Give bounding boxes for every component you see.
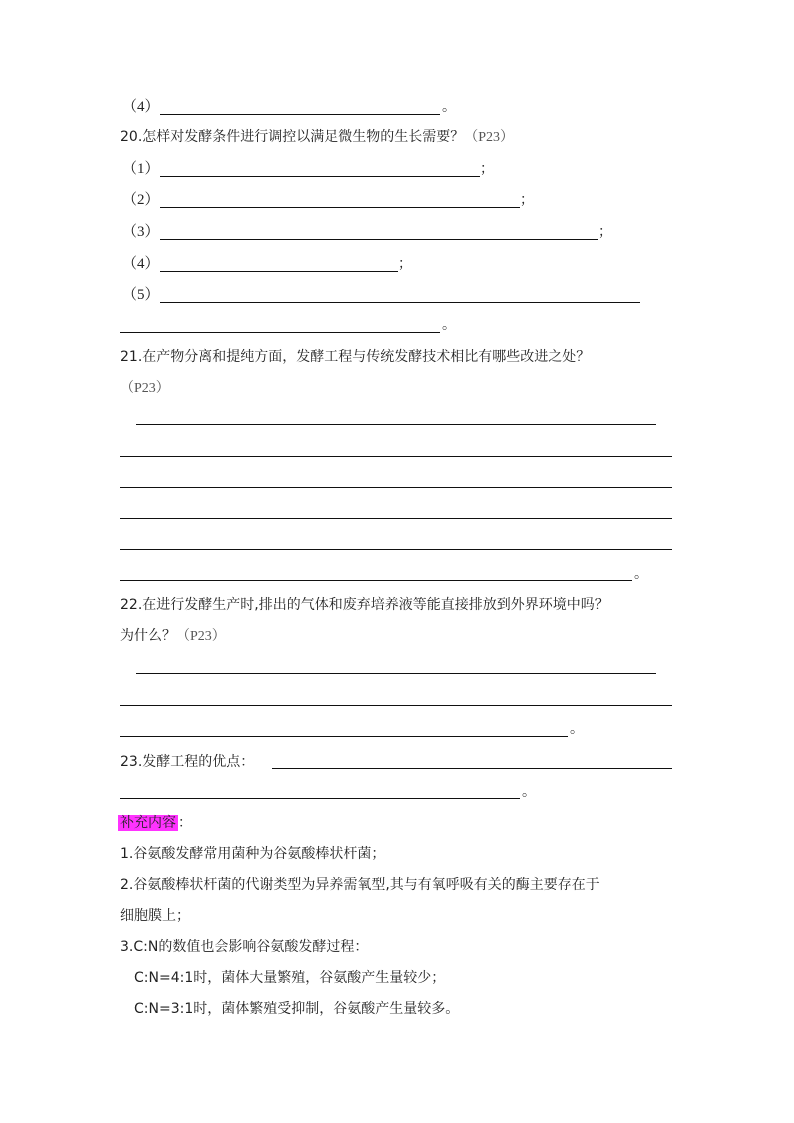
supplement-line-4: 3.C:N的数值也会影响谷氨酸发酵过程：: [120, 939, 369, 955]
q20-question: [120, 126, 514, 148]
q22-question-line2: [120, 625, 226, 647]
supplement-line-3: 细胞膜上；: [120, 908, 190, 924]
q20-item4-label: （4）: [122, 256, 160, 272]
q20-text: 20.怎样对发酵条件进行调控以满足微生物的生长需要？: [120, 129, 465, 145]
q20-item3-label: （3）: [122, 224, 160, 240]
q22-answer-line2[interactable]: [120, 705, 672, 706]
supplement-title: 补充内容: [120, 815, 176, 831]
q21-answer-line5[interactable]: [120, 549, 672, 550]
supplement-heading: [118, 812, 192, 834]
q23-answer-line2[interactable]: [120, 798, 520, 799]
q21-question: 21.在产物分离和提纯方面，发酵工程与传统发酵技术相比有哪些改进之处？: [120, 349, 591, 365]
q22-ref: （P23）: [176, 629, 226, 644]
q20-item3-blank[interactable]: [160, 239, 598, 240]
q21-answer-line4[interactable]: [120, 518, 672, 519]
supplement-line-6: C:N=3:1时，菌体繁殖受抑制，谷氨酸产生量较多。: [134, 1001, 460, 1017]
q22-end: 。: [570, 721, 584, 737]
q20-item5-blank-cont[interactable]: [120, 332, 440, 333]
q22-text2: 为什么？: [120, 628, 176, 644]
q20-item5-blank[interactable]: [160, 302, 640, 303]
q20-item1-blank[interactable]: [160, 176, 480, 177]
supplement-line-2: 2.谷氨酸棒状杆菌的代谢类型为异养需氧型,其与有氧呼吸有关的酶主要存在于: [120, 877, 600, 893]
q22-question: 22.在进行发酵生产时,排出的气体和废弃培养液等能直接排放到外界环境中吗？: [120, 597, 609, 613]
q21-answer-line2[interactable]: [120, 456, 672, 457]
q19-item4-blank[interactable]: [160, 114, 440, 115]
q21-answer-line6[interactable]: [120, 580, 632, 581]
q20-item2-blank[interactable]: [160, 207, 520, 208]
q20-item2-end: ；: [520, 192, 534, 208]
q23-question: 23.发酵工程的优点：: [120, 754, 255, 770]
q21-end: 。: [634, 566, 648, 582]
supplement-line-1: 1.谷氨酸发酵常用菌种为谷氨酸棒状杆菌；: [120, 846, 386, 862]
q22-answer-line3[interactable]: [120, 736, 568, 737]
q20-ref: （P23）: [464, 130, 515, 145]
supplement-line-5: C:N=4:1时，菌体大量繁殖，谷氨酸产生量较少；: [134, 970, 446, 986]
q20-item1-label: （1）: [122, 161, 160, 177]
q20-item2-label: （2）: [122, 192, 160, 208]
supplement-colon: ：: [178, 815, 192, 831]
q22-answer-line1[interactable]: [136, 673, 656, 674]
q19-item4-label: （4）: [122, 99, 160, 115]
q23-end: 。: [522, 784, 536, 800]
q20-item3-end: ；: [598, 224, 612, 240]
q21-ref: （P23）: [120, 381, 170, 396]
q19-item4-end: 。: [442, 99, 456, 115]
q20-item4-blank[interactable]: [160, 271, 398, 272]
q21-answer-line3[interactable]: [120, 487, 672, 488]
q20-item5-label: （5）: [122, 287, 160, 303]
q20-item1-end: ；: [480, 161, 494, 177]
q21-answer-line1[interactable]: [136, 424, 656, 425]
q20-item4-end: ；: [398, 256, 412, 272]
q23-answer-line1[interactable]: [272, 768, 672, 769]
q20-cont-end: 。: [442, 317, 456, 333]
